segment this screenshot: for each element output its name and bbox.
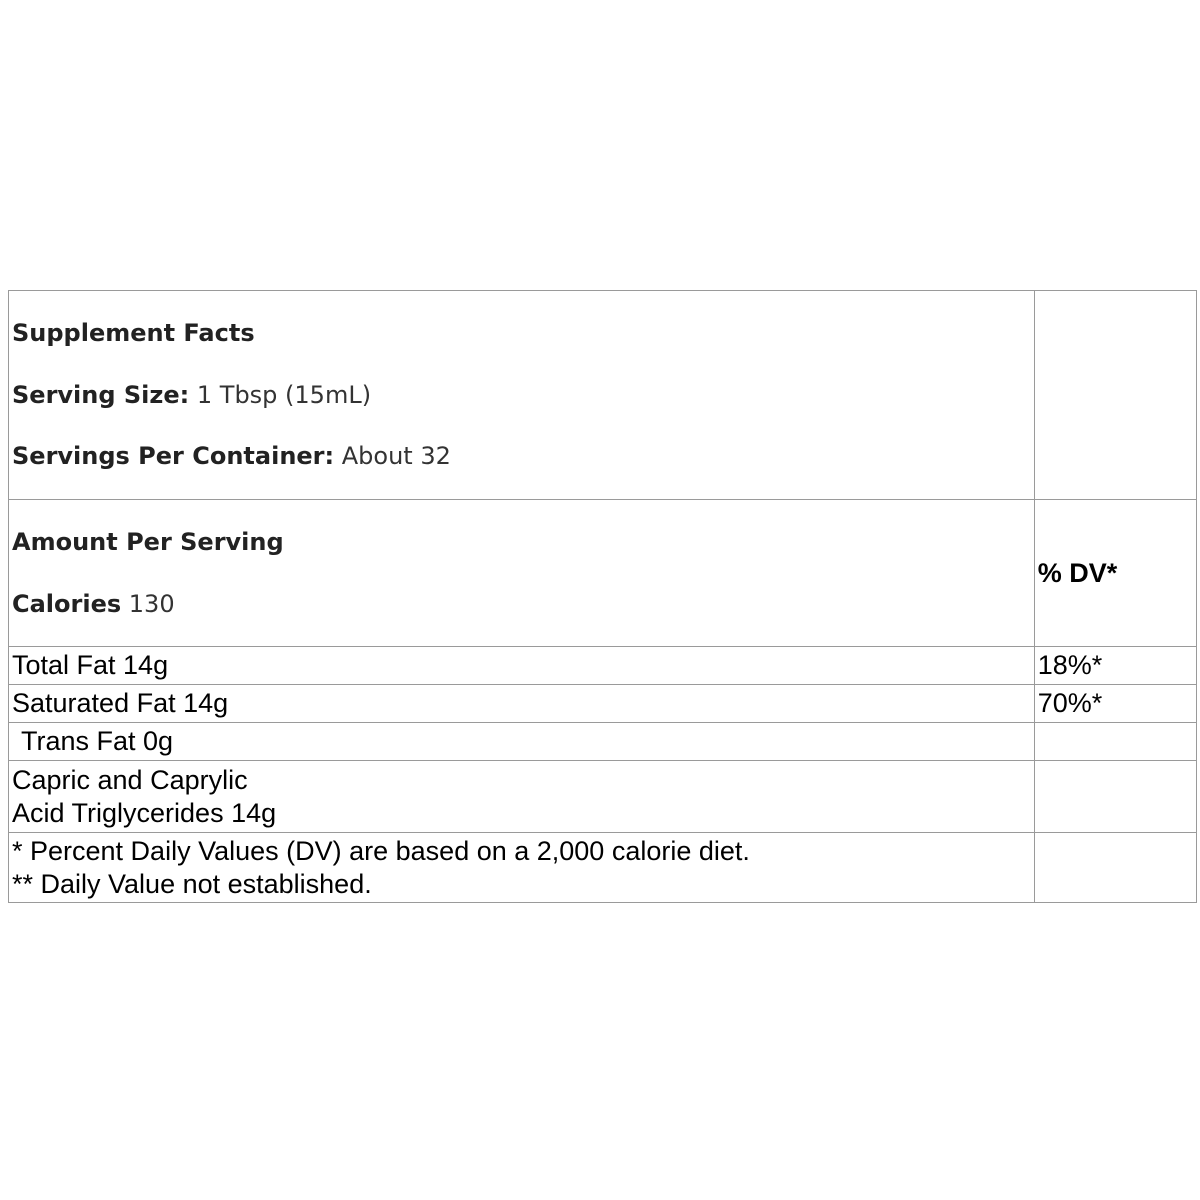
footnote-dv-cell	[1034, 833, 1196, 903]
facts-title: Supplement Facts	[12, 318, 255, 347]
supplement-facts-table	[8, 290, 1197, 903]
facts-header-row	[9, 291, 1197, 500]
table-row	[9, 685, 1197, 723]
amount-per-serving: Amount Per Serving	[12, 527, 284, 556]
facts-header-cell	[9, 291, 1035, 500]
footnote-row	[9, 833, 1197, 903]
facts-header	[12, 319, 1034, 471]
nutrient-name: Saturated Fat 14g	[9, 685, 1035, 723]
amount-cell	[9, 500, 1035, 647]
nutrient-name: Total Fat 14g	[9, 647, 1035, 685]
nutrient-name-line2: Acid Triglycerides 14g	[12, 797, 277, 828]
nutrient-dv	[1034, 723, 1196, 761]
nutrient-name-line1: Capric and Caprylic	[12, 765, 248, 796]
servings-per-container	[12, 442, 1034, 471]
nutrient-dv	[1034, 761, 1196, 833]
calories-label: Calories	[12, 589, 122, 618]
calories-value: 130	[121, 589, 175, 618]
table-row	[9, 761, 1197, 833]
servings-per-container-label: Servings Per Container:	[12, 442, 335, 471]
nutrient-name	[9, 761, 1035, 833]
calories	[12, 590, 1034, 619]
table-row	[9, 723, 1197, 761]
footnote-not-established: ** Daily Value not established.	[12, 868, 372, 899]
serving-size	[12, 381, 1034, 410]
footnote-dv: * Percent Daily Values (DV) are based on a 2,000 calorie diet.	[12, 836, 750, 867]
nutrient-dv: 18%*	[1034, 647, 1196, 685]
dv-header-cell	[1034, 500, 1196, 647]
serving-size-label: Serving Size:	[12, 380, 190, 409]
nutrient-dv: 70%*	[1034, 685, 1196, 723]
nutrient-name: Trans Fat 0g	[9, 723, 1035, 761]
header-dv-cell	[1034, 291, 1196, 500]
amount-row	[9, 500, 1197, 647]
table-row	[9, 647, 1197, 685]
dv-header: % DV*	[1037, 557, 1118, 588]
footnote-cell	[9, 833, 1035, 903]
amount-block	[12, 528, 1034, 619]
serving-size-value: 1 Tbsp (15mL)	[189, 380, 372, 409]
servings-per-container-value: About 32	[334, 442, 451, 471]
